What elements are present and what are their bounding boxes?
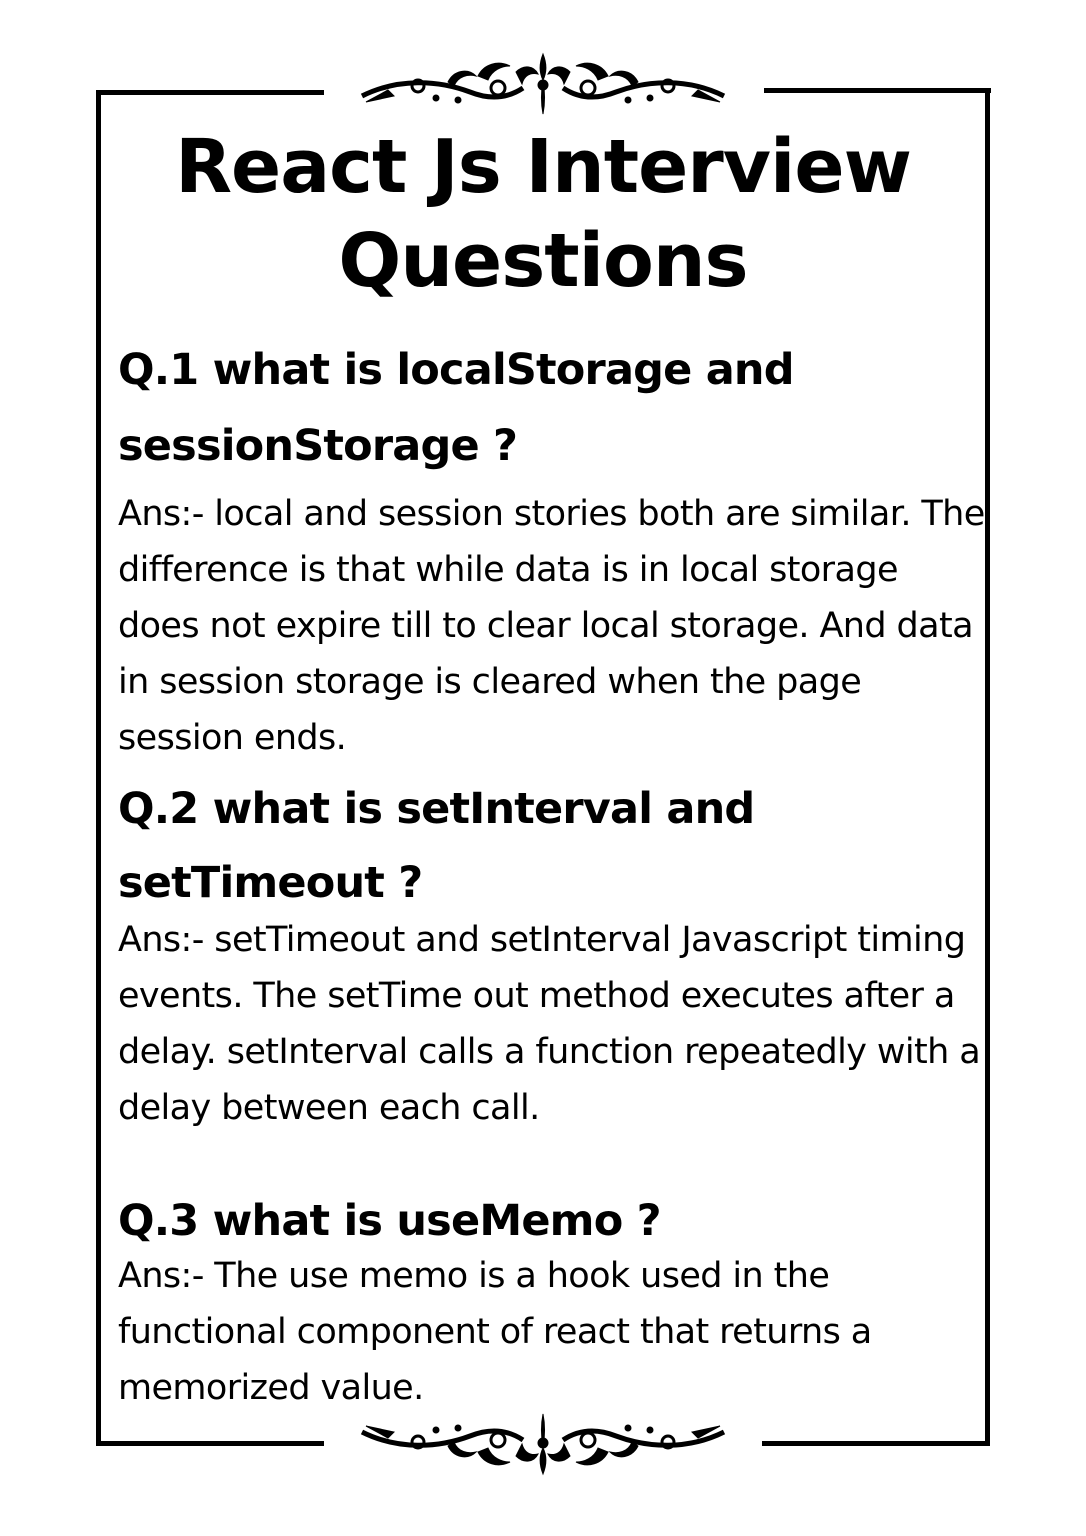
answer-1: Ans:- local and session stories both are similar. The difference is that while data is in local storage does not expire till to clear local storage. And data in session storage is cleared when the page session ends. (118, 494, 985, 758)
question-1: Q.1 what is localStorage and sessionStorage ? (118, 345, 794, 471)
frame-bottom-left (96, 1441, 324, 1446)
frame-top-right (764, 88, 991, 93)
question-3: Q.3 what is useMemo ? (118, 1196, 661, 1246)
answer-2: Ans:- setTimeout and setInterval Javascript timing events. The setTime out method executes after a delay. setInterval calls a function repeatedly with a delay between each call. (118, 920, 981, 1128)
ornamental-flourish-bottom-icon (358, 1406, 728, 1476)
frame-top-left (96, 90, 324, 95)
page-title: React Js Interview Questions (175, 124, 911, 304)
answer-3: Ans:- The use memo is a hook used in the functional component of react that returns a memorized value. (118, 1256, 872, 1408)
ornamental-flourish-top-icon (358, 52, 728, 122)
question-2: Q.2 what is setInterval and setTimeout ? (118, 784, 755, 908)
frame-bottom-right (762, 1441, 988, 1446)
